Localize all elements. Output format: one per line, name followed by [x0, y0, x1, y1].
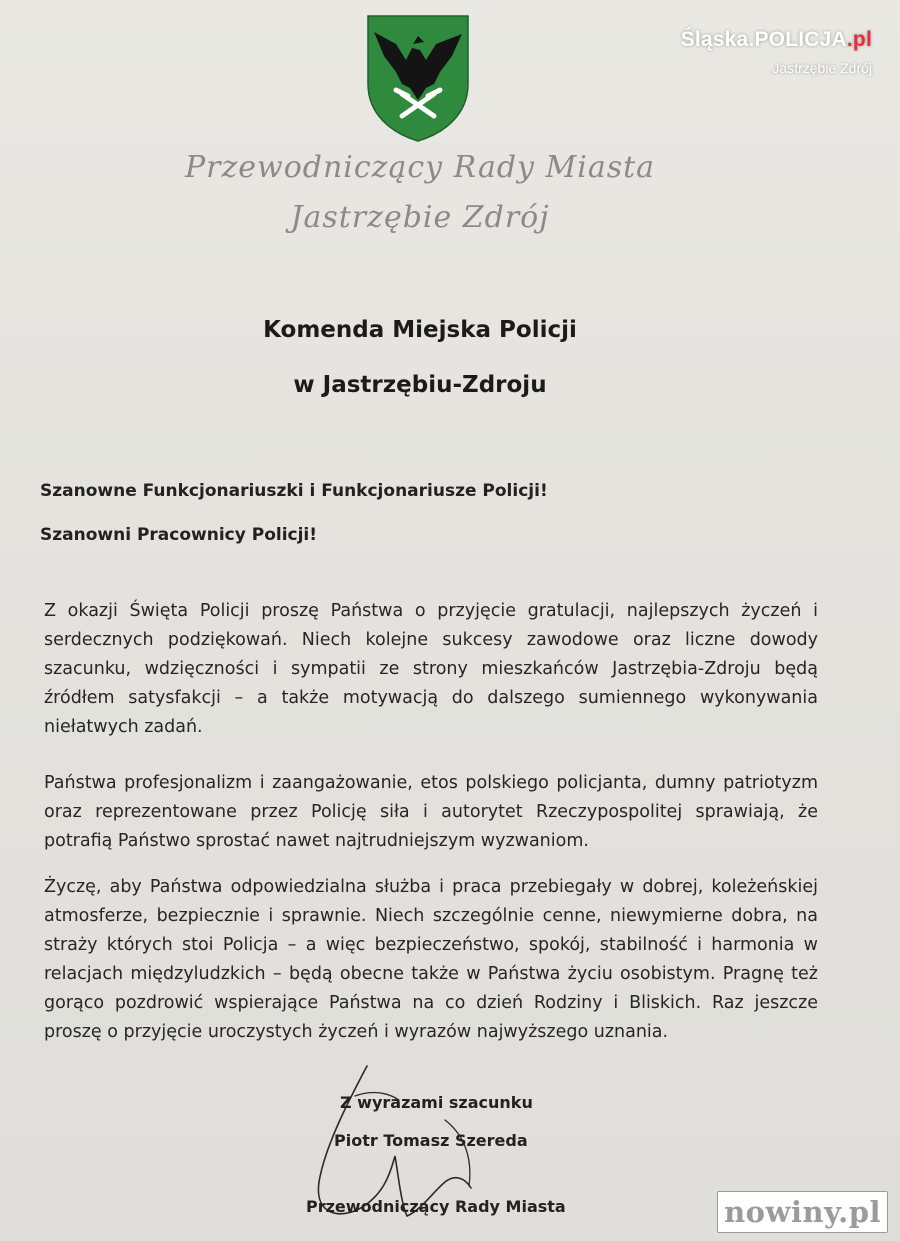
paragraph-wishes: Z okazji Święta Policji proszę Państwa o przyjęcie gratulacji, najlepszych życzeń i serdecznych podziękowań. Niech kolejne sukcesy zawodowe oraz liczne dowody szacunku, wdzięczności i sympatii ze strony mieszkańców Jastrzębia-Zdroju będą źródłem satysfakcji – a także motywacją do dalszego sumiennego wykonywania niełatwych zadań. — [44, 601, 818, 737]
recipient-name: Komenda Miejska Policji — [263, 317, 577, 343]
signatory-name: Piotr Tomasz Szereda — [334, 1131, 528, 1150]
letterhead-city: Jastrzębie Zdrój — [290, 200, 550, 235]
paragraph-closing-wishes: Życzę, aby Państwa odpowiedzialna służba i praca przebiegały w dobrej, koleżeńskiej atmosferze, bezpiecznie i sprawnie. Niech szczególnie cenne, niewymierne dobra, na straży których stoi Policja – a więc bezpieczeństwo, spokój, stabilność i harmonia w relacjach międzyludzkich – będą obecne także w Państwa życiu osobistym. Pragnę też gorąco pozdrowić wspierające Państwa na co dzień Rodziny i Bliskich. Raz jeszcze proszę o przyjęcie uroczystych życzeń i wyrazów najwyższego uznania. — [44, 877, 818, 1042]
watermark-brand-suffix: .pl — [846, 28, 872, 51]
closing-regards: Z wyrazami szacunku — [340, 1093, 533, 1112]
paragraph-professionalism: Państwa profesjonalizm i zaangażowanie, etos polskiego policjanta, dumny patriotyzm oraz reprezentowane przez Policję siła i autorytet Rzeczypospolitej sprawiają, że potrafią Państwo sprostać nawet najtrudniejszym wyzwaniom. — [44, 773, 818, 851]
police-watermark — [681, 28, 872, 76]
watermark-city: Jastrzębie Zdrój — [772, 60, 872, 76]
signatory-title: Przewodniczący Rady Miasta — [306, 1197, 566, 1216]
recipient-location: w Jastrzębiu-Zdroju — [293, 372, 547, 398]
nowiny-watermark: nowiny.pl — [717, 1191, 888, 1233]
greeting-officers: Szanowne Funkcjonariuszki i Funkcjonariusze Policji! — [40, 481, 548, 501]
coat-of-arms-icon — [366, 14, 470, 142]
greeting-employees: Szanowni Pracownicy Policji! — [40, 525, 318, 545]
letterhead-title: Przewodniczący Rady Miasta — [184, 150, 656, 185]
watermark-brand: Śląska.POLICJA — [680, 28, 847, 51]
